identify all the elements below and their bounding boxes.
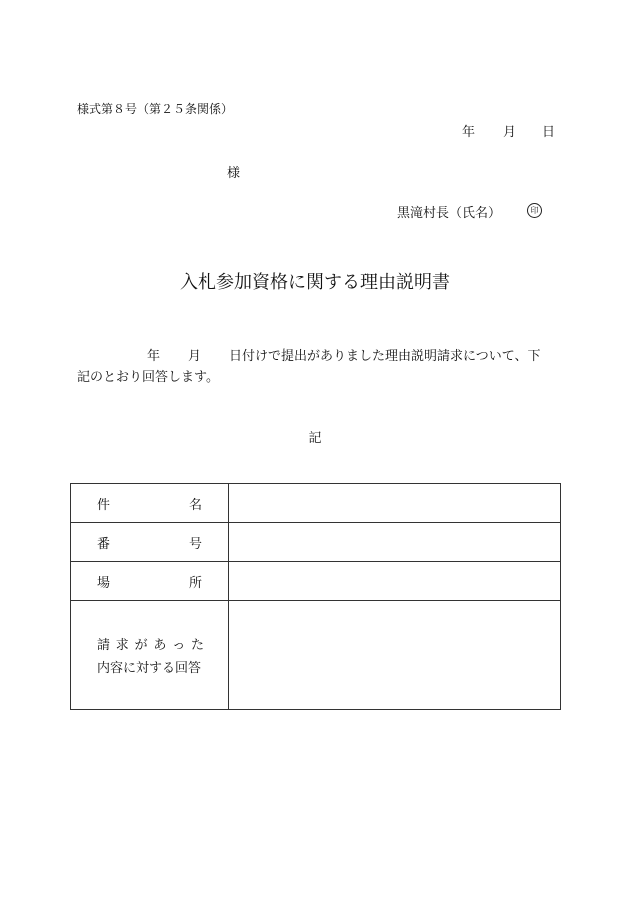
number-label <box>71 523 229 562</box>
seal-mark: 印 <box>527 203 542 218</box>
date-month-label: 月 <box>503 125 517 140</box>
label-char: 場 <box>97 575 111 591</box>
item-name-label <box>71 484 229 523</box>
table-row <box>71 484 561 523</box>
label-char: た <box>190 638 204 653</box>
body-year-label: 年 <box>147 349 161 364</box>
label-char: が <box>134 638 148 653</box>
request-answer-value[interactable] <box>229 601 561 710</box>
label-char: 番 <box>97 536 111 552</box>
table-row <box>71 601 561 710</box>
issuer-label: 黒滝村長（氏名） <box>397 206 502 221</box>
ki-heading: 記 <box>308 431 322 446</box>
label-char: 求 <box>115 638 129 653</box>
location-label <box>71 562 229 601</box>
table-row <box>71 562 561 601</box>
recipient-suffix: 様 <box>227 166 241 181</box>
document-title: 入札参加資格に関する理由説明書 <box>180 272 450 293</box>
table-row <box>71 523 561 562</box>
label-char: 件 <box>97 497 111 513</box>
info-table <box>70 483 561 710</box>
label-char: あ <box>153 638 167 653</box>
label-char: 名 <box>188 497 202 513</box>
location-value[interactable] <box>229 562 561 601</box>
request-answer-label-line2: 内容に対する回答 <box>97 661 202 676</box>
label-char: 号 <box>188 536 202 552</box>
request-answer-label <box>71 601 229 710</box>
number-value[interactable] <box>229 523 561 562</box>
body-text-line2: 記のとおり回答します。 <box>77 370 219 385</box>
item-name-value[interactable] <box>229 484 561 523</box>
date-day-label: 日 <box>542 125 556 140</box>
form-number: 様式第８号（第２５条関係） <box>77 102 234 116</box>
label-char: っ <box>172 638 186 653</box>
label-char: 請 <box>97 638 111 653</box>
body-month-label: 月 <box>188 349 202 364</box>
date-year-label: 年 <box>462 125 476 140</box>
body-text-line1: 日付けで提出がありました理由説明請求について、下 <box>229 349 541 364</box>
label-char: 所 <box>188 575 202 591</box>
